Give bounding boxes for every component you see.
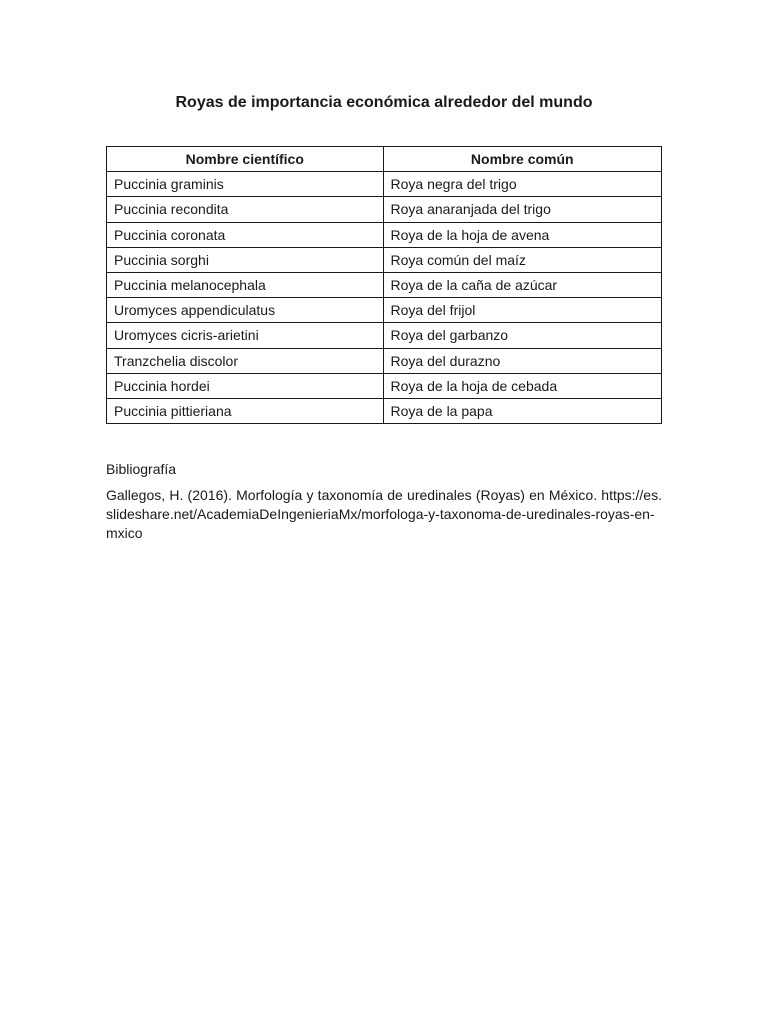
- common-name-cell: Roya del garbanzo: [383, 323, 661, 348]
- table-row: [107, 373, 662, 398]
- table-row: [107, 348, 662, 373]
- bibliography-entry: Gallegos, H. (2016). Morfología y taxonomía de uredinales (Royas) en México. https://es.slideshare.net/AcademiaDeIngenieriaMx/morfologa-y-taxonoma-de-uredinales-royas-en-mxico: [106, 487, 662, 541]
- common-name-cell: Roya del frijol: [383, 298, 661, 323]
- common-name-cell: Roya del durazno: [383, 348, 661, 373]
- column-header-scientific-name: Nombre científico: [107, 147, 384, 172]
- rust-species-table: [106, 146, 662, 424]
- scientific-name-cell: Puccinia hordei: [107, 373, 384, 398]
- common-name-cell: Roya de la caña de azúcar: [383, 272, 661, 297]
- common-name-cell: Roya negra del trigo: [383, 172, 661, 197]
- table-row: [107, 197, 662, 222]
- bibliography-heading: Bibliografía: [106, 461, 177, 477]
- common-name-cell: Roya de la papa: [383, 398, 661, 423]
- column-header-common-name: Nombre común: [383, 147, 661, 172]
- scientific-name-cell: Puccinia coronata: [107, 222, 384, 247]
- table-row: [107, 298, 662, 323]
- scientific-name-cell: Puccinia recondita: [107, 197, 384, 222]
- table-row: [107, 247, 662, 272]
- common-name-cell: Roya anaranjada del trigo: [383, 197, 661, 222]
- table-row: [107, 172, 662, 197]
- table-row: [107, 323, 662, 348]
- scientific-name-cell: Uromyces appendiculatus: [107, 298, 384, 323]
- table-header-row: [107, 147, 662, 172]
- page-title: Royas de importancia económica alrededor del mundo: [175, 94, 593, 111]
- table-row: [107, 272, 662, 297]
- scientific-name-cell: Puccinia sorghi: [107, 247, 384, 272]
- scientific-name-cell: Tranzchelia discolor: [107, 348, 384, 373]
- scientific-name-cell: Puccinia graminis: [107, 172, 384, 197]
- scientific-name-cell: Puccinia pittieriana: [107, 398, 384, 423]
- common-name-cell: Roya de la hoja de avena: [383, 222, 661, 247]
- scientific-name-cell: Uromyces cicris-arietini: [107, 323, 384, 348]
- common-name-cell: Roya de la hoja de cebada: [383, 373, 661, 398]
- table-row: [107, 398, 662, 423]
- table-row: [107, 222, 662, 247]
- common-name-cell: Roya común del maíz: [383, 247, 661, 272]
- scientific-name-cell: Puccinia melanocephala: [107, 272, 384, 297]
